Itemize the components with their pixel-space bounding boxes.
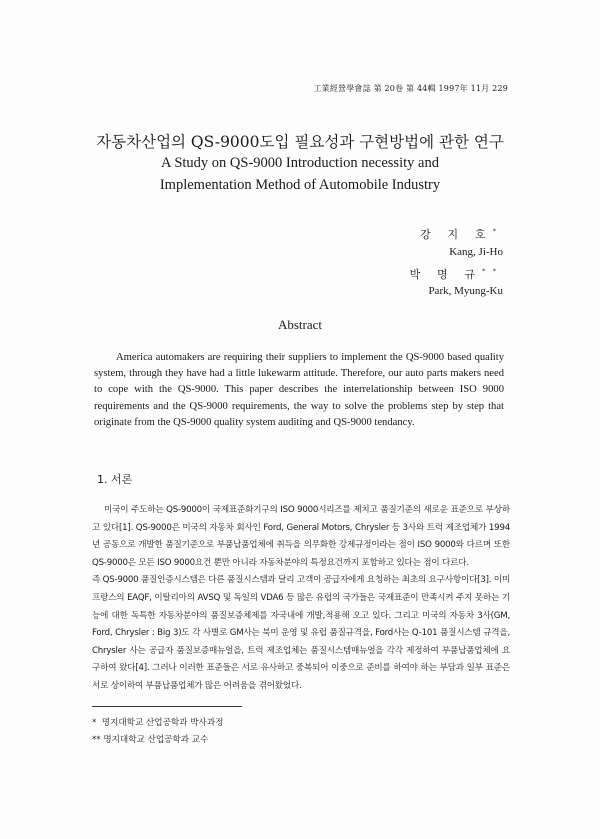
footnote-2-text: 명지대학교 산업공학과 교수 (103, 735, 209, 745)
author2-english: Park, Myung-Ku (428, 285, 503, 297)
title-korean: 자동차산업의 QS-9000도입 필요성과 구현방법에 관한 연구 (96, 133, 504, 151)
footnote-1-text: 명지대학교 산업공학과 박사과정 (101, 718, 224, 728)
author1-korean (420, 226, 503, 242)
footnote-2 (92, 733, 208, 745)
author2-mark: ** (482, 267, 503, 276)
title-english-line2: Implementation Method of Automobile Industry (159, 177, 441, 193)
body-paragraph-2: 즉 QS-9000 품질인증시스템은 다른 품질시스템과 달리 고객이 공급자에게 요청하는 최초의 요구사항이다[3]. 이미 프랑스의 EAQF, 이탈리아의 AVSQ 및 독일의 VDA6 등 많은 유럽의 국가들은 국제표준이 만족시켜 주지 못하는 기능에 대한 독특한 자동차분야의 품질보증체제를 자국내에 개발,적용해 오고 있다. 그리고 미국의 자동차 3사(GM, Ford, Chrysler : Big 3)도 각 사별로 GM사는 북미 운영 및 유럽 품질규격을, Ford사는 Q-101 품질시스템 규격을, Chrysler 사는 공급자 품질보증매뉴얼을, 트럭 제조업체는 품질시스템매뉴얼을 각각 제정하여 부품납품업체에 요구하여 왔다[4]. 그러나 이러한 표준들은 서로 유사하고 중복되어 이중으로 준비를 하여야 하는 부담과 일부 표준은 서로 상이하여 부품납품업체가 많은 어려움을 겪어왔었다. (92, 575, 511, 691)
author2-korean-name: 박 명 규 (409, 269, 482, 281)
abstract-heading: Abstract (277, 317, 323, 332)
body-paragraph-1: 미국이 주도하는 QS-9000이 국제표준화기구의 ISO 9000시리즈를 제치고 품질기준의 새로운 표준으로 부상하고 있다[1]. QS-9000은 미국의 자동차 회사인 Ford, General Motors, Chrysler 등 3사와 트럭 제조업체가 1994년 공동으로 개발한 품질기준으로 부품납품업체에 취득을 의무화한 강제규정이라는 점이 ISO 9000와 다르며 또한 QS-9000은 모든 ISO 9000요건 뿐만 아니라 자동차분야의 특정요건까지 포함하고 있다는 점이 다르다. (92, 505, 510, 568)
footnote-1-mark: * (92, 718, 97, 728)
running-header: 工業經營學會誌 第 20卷 第 44輯 1997年 11月 229 (313, 84, 508, 93)
title-english-line1: A Study on QS-9000 Introduction necessity and (161, 155, 439, 171)
author1-korean-name: 강 지 호 (420, 229, 493, 241)
author1-mark: * (492, 227, 503, 236)
abstract-text: America automakers are requiring their suppliers to implement the QS-9000 based quality system, through they have had a little lukewarm attitude. Therefore, our auto parts makers need to cope with the QS-9000. This paper describes the interrelationship between ISO 9000 requirements and the QS-9000 requirements, the way to solve the problems step by step that originate from the QS-9000 quality system auditing and QS-9000 tendancy. (94, 352, 504, 428)
section-heading: 1. 서론 (97, 473, 133, 486)
author2-korean (410, 266, 503, 282)
footnote-divider (92, 706, 242, 707)
author1-english: Kang, Ji-Ho (449, 246, 503, 258)
footnote-1 (92, 716, 223, 728)
section-body (92, 502, 510, 696)
footnote-2-mark: ** (92, 735, 101, 745)
